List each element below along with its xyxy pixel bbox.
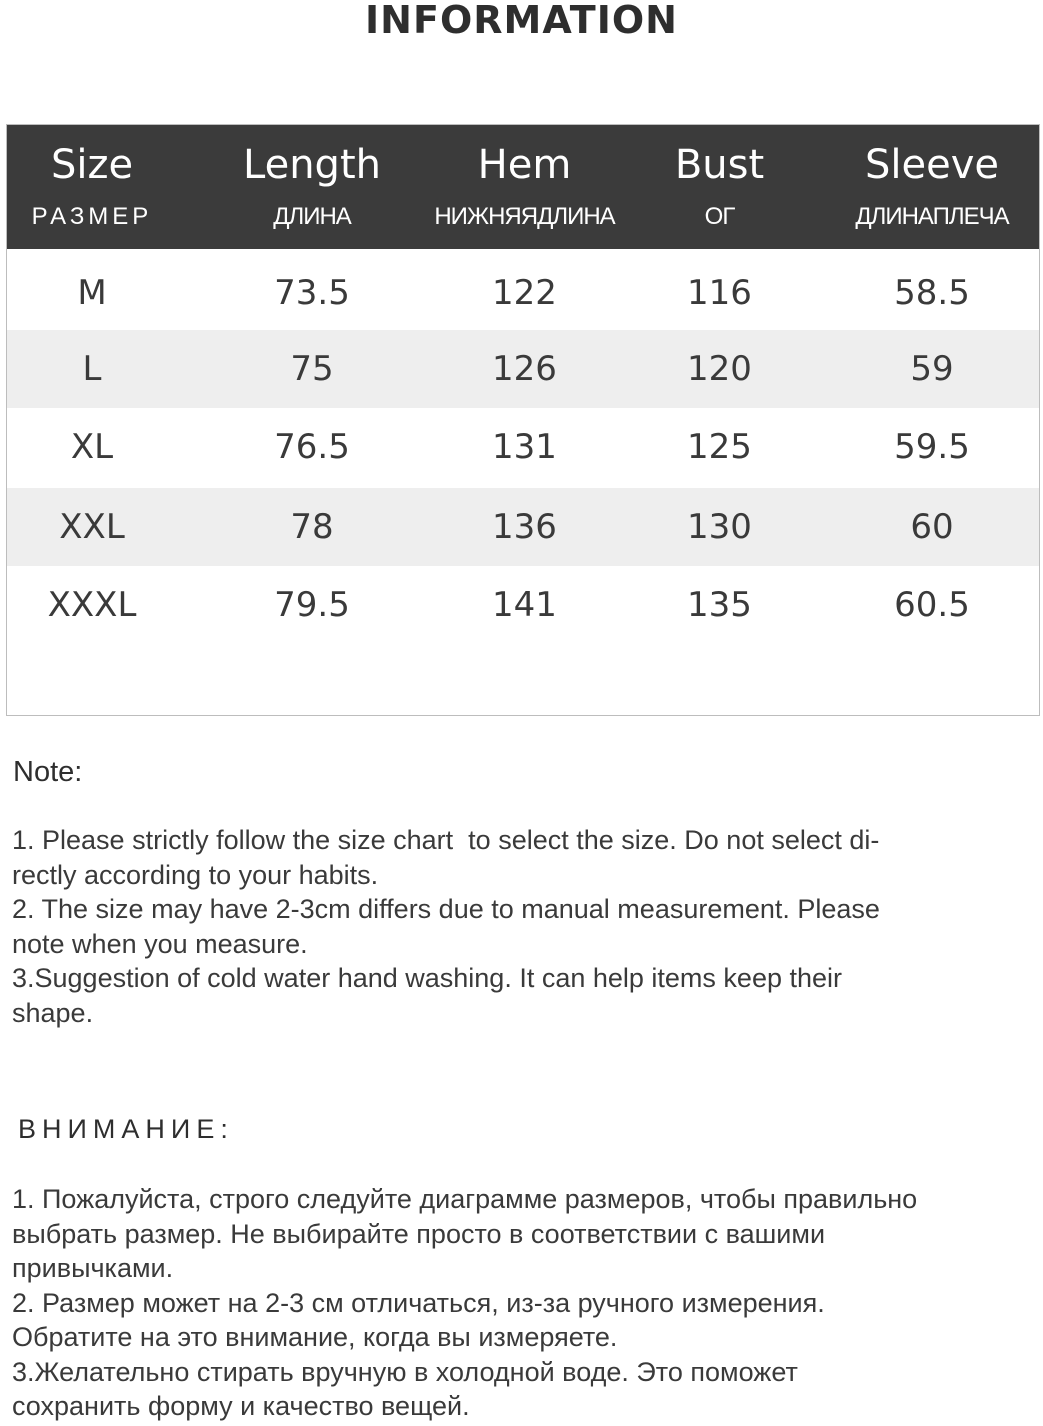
header-length-en: Length <box>243 142 381 188</box>
cell-hem: 141 <box>492 585 557 625</box>
note-line: note when you measure. <box>12 928 308 959</box>
note-line: shape. <box>12 997 94 1028</box>
cell-sleeve: 59.5 <box>894 427 970 467</box>
cell-length: 78 <box>290 507 334 547</box>
header-bust-ru: ОГ <box>704 203 735 230</box>
cell-size: L <box>82 349 102 389</box>
header-size-en: Size <box>50 142 134 188</box>
size-table <box>6 124 1040 716</box>
cell-sleeve: 60.5 <box>894 585 970 625</box>
cell-sleeve: 58.5 <box>894 273 970 313</box>
header-size <box>7 125 177 249</box>
note-line: 1. Please strictly follow the size chart to select the size. Do not select di- <box>12 825 880 855</box>
cell-size: XXL <box>59 507 125 547</box>
header-length-ru: ДЛИНА <box>273 203 351 230</box>
cell-length: 73.5 <box>274 273 350 313</box>
cell-bust: 125 <box>687 427 752 467</box>
note-heading: Note: <box>13 756 83 788</box>
table-row <box>7 330 1039 408</box>
cell-bust: 130 <box>687 507 752 547</box>
page-title: INFORMATION <box>365 0 678 42</box>
cell-sleeve: 59 <box>910 349 954 389</box>
cell-size: XL <box>70 427 114 467</box>
note-line: rectly according to your habits. <box>12 859 379 890</box>
ru-note-line: выбрать размер. Не выбирайте просто в соответствии с вашими <box>12 1218 826 1249</box>
ru-note-line: Обратите на это внимание, когда вы измеряете. <box>12 1322 618 1352</box>
cell-hem: 131 <box>492 427 557 467</box>
header-sleeve <box>817 125 1043 249</box>
cell-bust: 116 <box>687 273 752 313</box>
header-sleeve-ru: ДЛИНАПЛЕЧА <box>855 203 1009 230</box>
table-row <box>7 408 1039 486</box>
table-row <box>7 566 1039 644</box>
note-line: 3.Suggestion of cold water hand washing. It can help items keep their <box>12 963 842 993</box>
header-hem <box>417 125 632 249</box>
cell-length: 76.5 <box>274 427 350 467</box>
cell-sleeve: 60 <box>910 507 954 547</box>
cell-size: M <box>77 273 107 313</box>
cell-bust: 135 <box>687 585 752 625</box>
cell-bust: 120 <box>687 349 752 389</box>
header-bust <box>632 125 807 249</box>
header-length <box>207 125 417 249</box>
header-hem-en: Hem <box>477 142 572 188</box>
header-sleeve-en: Sleeve <box>864 142 999 188</box>
ru-note-line: сохранить форму и качество вещей. <box>12 1391 470 1421</box>
table-header <box>7 125 1039 249</box>
note-text <box>12 823 1022 1030</box>
header-size-ru: РАЗМЕР <box>31 203 153 230</box>
table-row <box>7 488 1039 566</box>
ru-note-text <box>12 1182 1022 1424</box>
table-row <box>7 254 1039 332</box>
cell-hem: 122 <box>492 273 557 313</box>
cell-length: 75 <box>290 349 334 389</box>
cell-hem: 126 <box>492 349 557 389</box>
cell-hem: 136 <box>492 507 557 547</box>
cell-size: XXXL <box>47 585 137 625</box>
cell-length: 79.5 <box>274 585 350 625</box>
ru-note-line: 1. Пожалуйста, строго следуйте диаграмме размеров, чтобы правильно <box>12 1184 918 1214</box>
ru-note-line: 3.Желательно стирать вручную в холодной воде. Это поможет <box>12 1356 798 1387</box>
ru-note-line: 2. Размер может на 2-3 см отличаться, из-за ручного измерения. <box>12 1287 825 1318</box>
note-line: 2. The size may have 2-3cm differs due to manual measurement. Please <box>12 894 880 924</box>
header-hem-ru: НИЖНЯЯДЛИНА <box>434 203 615 230</box>
ru-note-line: привычками. <box>12 1253 174 1283</box>
header-bust-en: Bust <box>674 142 765 188</box>
ru-note-heading: ВНИМАНИЕ: <box>18 1114 234 1144</box>
